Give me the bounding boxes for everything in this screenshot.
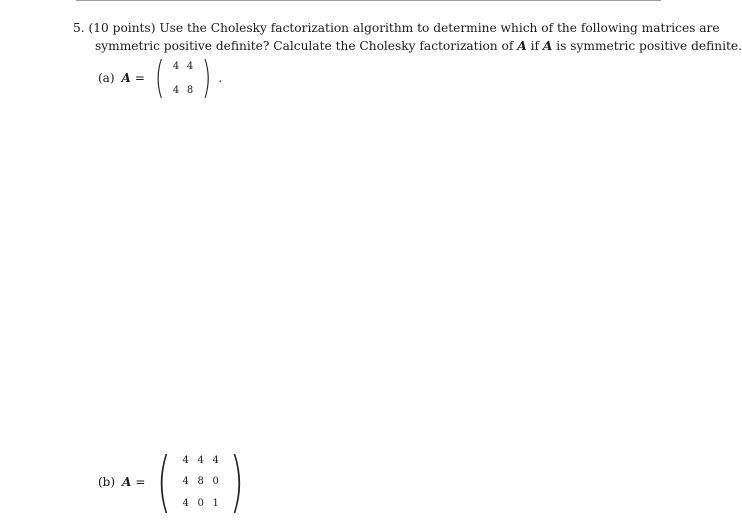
part-a bbox=[98, 52, 223, 103]
matrix-cell: 0 bbox=[197, 498, 204, 510]
matrix-cell: 4 bbox=[182, 476, 189, 488]
matrix-cell: 0 bbox=[212, 476, 219, 488]
part-b-label: (b) bbox=[98, 475, 116, 489]
equals-sign: = bbox=[134, 71, 145, 85]
left-paren: ( bbox=[154, 52, 165, 103]
problem-line-1 bbox=[73, 19, 720, 37]
matrix-symbol: A bbox=[542, 39, 553, 53]
matrix-cell: 4 bbox=[182, 498, 189, 510]
matrix-symbol: A bbox=[517, 39, 527, 53]
matrix-b-grid bbox=[177, 452, 224, 512]
part-a-label: (a) bbox=[98, 71, 115, 85]
problem-points: (10 points) bbox=[88, 21, 156, 35]
problem-text-1: Use the Cholesky factorization algorithm to determine which of the following matrices are bbox=[159, 21, 720, 35]
matrix-cell: 8 bbox=[197, 476, 204, 488]
matrix-b bbox=[151, 443, 250, 520]
right-paren: ) bbox=[201, 52, 212, 103]
problem-text-if: if bbox=[530, 39, 540, 53]
problem-text-2: symmetric positive definite? Calculate the Cholesky factorization of bbox=[95, 39, 514, 53]
top-rule bbox=[76, 0, 661, 1]
problem-number: 5. bbox=[73, 21, 85, 35]
problem-text-3: is symmetric positive definite. bbox=[556, 39, 742, 53]
matrix-cell: 4 bbox=[172, 60, 180, 72]
matrix-a bbox=[151, 52, 215, 103]
part-a-symbol: A bbox=[121, 71, 131, 85]
trailing-period: . bbox=[218, 71, 223, 85]
matrix-cell: 1 bbox=[212, 498, 219, 510]
problem-statement bbox=[73, 19, 742, 55]
equals-sign: = bbox=[135, 475, 146, 489]
part-b bbox=[98, 443, 250, 520]
matrix-a-grid bbox=[168, 57, 198, 99]
matrix-cell: 8 bbox=[186, 84, 194, 96]
matrix-cell: 4 bbox=[182, 454, 189, 466]
right-paren: ) bbox=[229, 443, 245, 520]
part-b-symbol: A bbox=[122, 475, 132, 489]
matrix-cell: 4 bbox=[172, 84, 180, 96]
matrix-cell: 4 bbox=[212, 454, 219, 466]
left-paren: ( bbox=[157, 443, 172, 520]
matrix-cell: 4 bbox=[186, 60, 194, 72]
matrix-cell: 4 bbox=[197, 454, 204, 466]
